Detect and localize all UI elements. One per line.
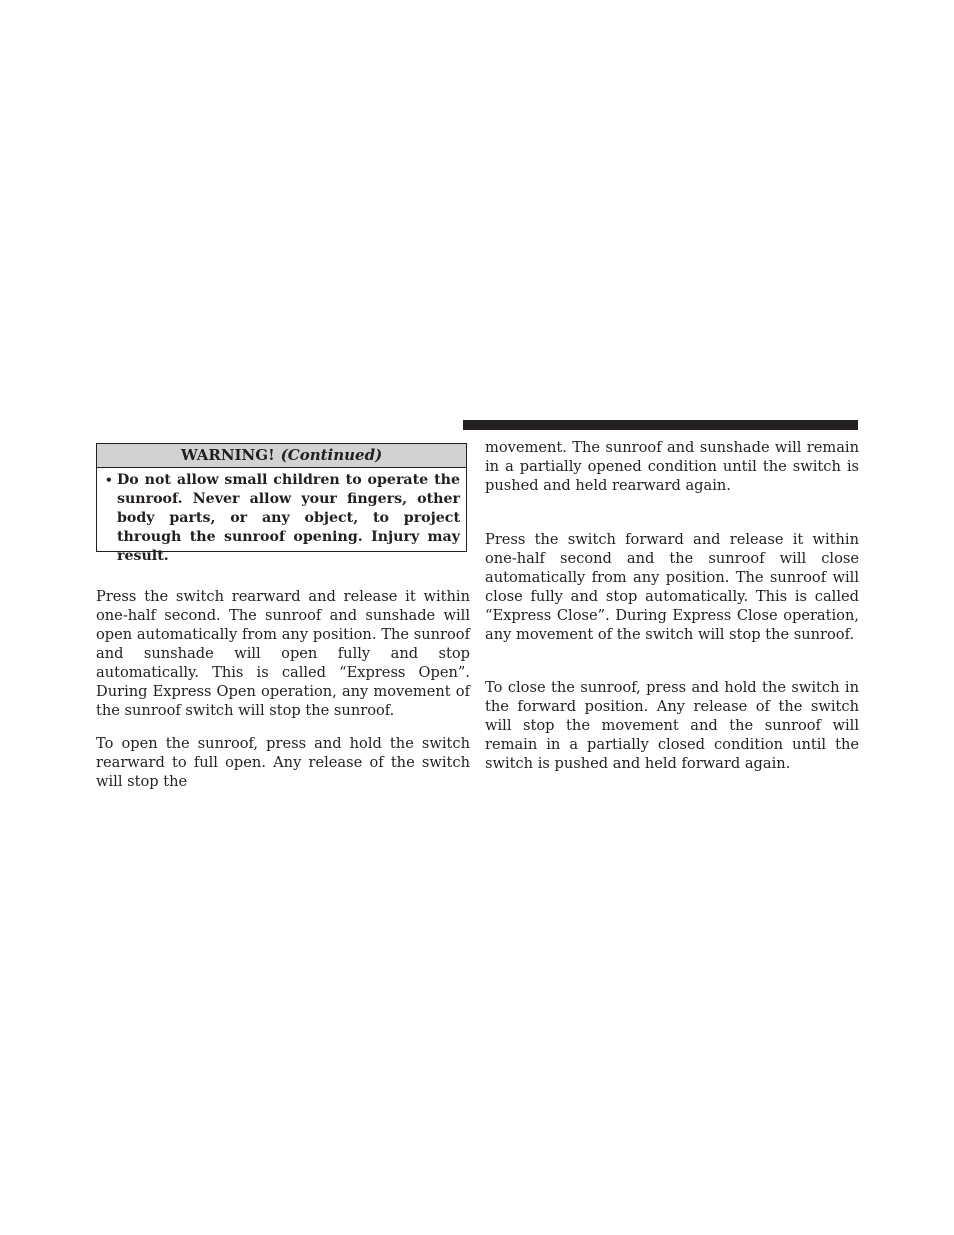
manual-open-paragraph: To open the sunroof, press and hold the switch rearward to full open. Any release of the switch will stop the [96, 735, 470, 790]
manual-close-paragraph: To close the sunroof, press and hold the switch in the forward position. Any release of the switch will stop the movement and the sunroof will remain in a partially closed condition until the switch is pushed and held forward again. [485, 679, 859, 772]
bullet-icon: • [105, 473, 113, 487]
warning-item-text: Do not allow small children to operate the sunroof. Never allow your fingers, other body parts, or any object, to project through the sunroof opening. Injury may result. [117, 472, 460, 564]
warning-continued: (Continued) [280, 446, 383, 464]
header-rule [463, 420, 858, 430]
express-open-paragraph: Press the switch rearward and release it within one-half second. The sunroof and sunshade will open automatically from any position. The sunroof and sunshade will open fully and stop automatically. This is called “Express Open”. During Express Open operation, any movement of the sunroof switch will stop the sunroof. [96, 588, 470, 719]
warning-item [97, 468, 466, 566]
warning-title: WARNING! [180, 446, 275, 464]
express-close-paragraph: Press the switch forward and release it within one-half second and the sunroof will close automatically from any position. The sunroof will close fully and stop automatically. This is called “Express Close”. During Express Close operation, any movement of the switch will stop the sunroof. [485, 531, 859, 643]
warning-box [96, 443, 467, 564]
manual-open-continued-paragraph: movement. The sunroof and sunshade will remain in a partially opened condition until the switch is pushed and held rearward again. [485, 439, 859, 494]
warning-header [97, 444, 466, 468]
